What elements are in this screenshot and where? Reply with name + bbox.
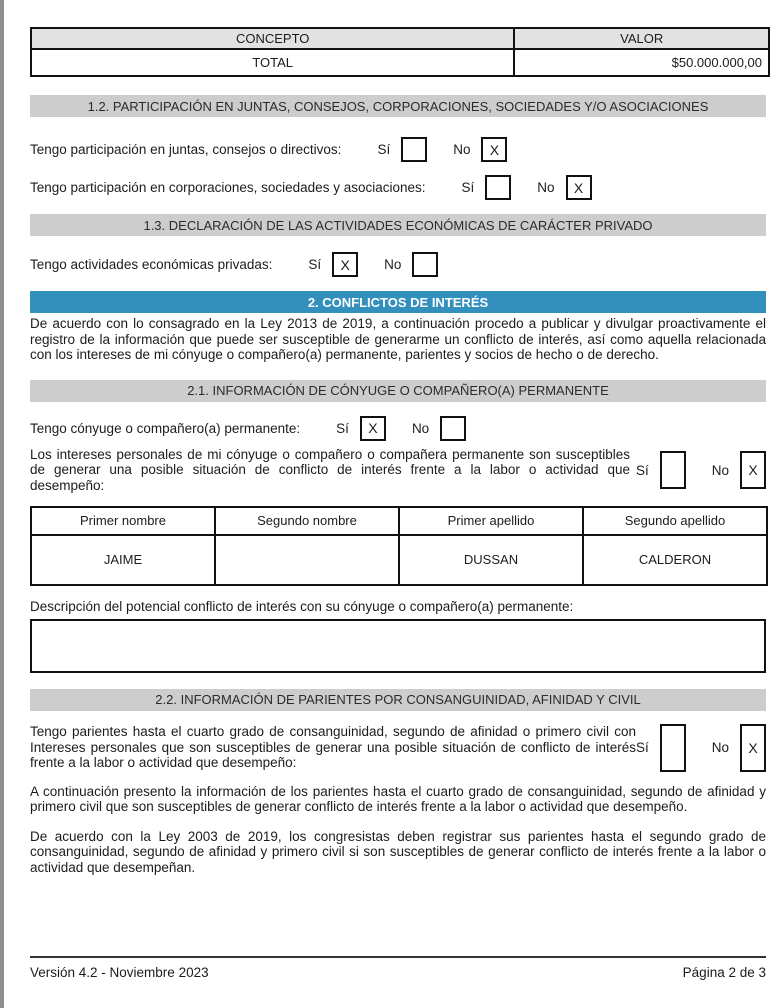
spouse-table-row xyxy=(31,535,767,585)
segundo-nombre-header: Segundo nombre xyxy=(215,507,399,535)
no-label: No xyxy=(711,462,729,478)
segundo-apellido-header: Segundo apellido xyxy=(583,507,767,535)
si-label: Sí xyxy=(336,420,349,436)
paragraph-parientes-intro: A continuación presento la información de los parientes hasta el cuarto grado de consanguinidad, segundo de afinidad y primero civil que son susceptibles de generar conflicto de interés frente a la labor o actividad que desempeño. xyxy=(30,783,766,815)
paragraph-conflictos-intro: De acuerdo con lo consagrado en la Ley 2013 de 2019, a continuación procedo a publicar y divulgar proactivamente el registro de la información que puede ser susceptible de generarme un conflicto de interés, así como aquella relacionada con los intereses de mi cónyuge o compañero(a) permanente, parientes y socios de hecho o de derecho. xyxy=(30,316,766,363)
no-checkbox-parientes[interactable]: X xyxy=(740,724,766,772)
table-row xyxy=(31,49,769,76)
no-checkbox-intereses-conyuge[interactable]: X xyxy=(740,451,766,489)
total-value-cell: $50.000.000,00 xyxy=(514,49,769,76)
page-footer xyxy=(30,956,766,980)
spouse-table-header-row xyxy=(31,507,767,535)
si-no-group xyxy=(377,137,507,162)
question-actividades-label: Tengo actividades económicas privadas: xyxy=(30,257,273,272)
footer-page-number: Página 2 de 3 xyxy=(682,965,766,980)
question-parientes xyxy=(30,724,766,772)
si-label: Sí xyxy=(377,142,391,157)
si-label: Sí xyxy=(635,740,649,756)
si-no-group xyxy=(336,416,466,441)
concepto-column-header: CONCEPTO xyxy=(31,28,514,49)
paragraph-parientes-ley: De acuerdo con la Ley 2003 de 2019, los congresistas deben registrar sus parientes hasta el segundo grado de consanguinidad, segundo de afinidad y primero civil si son susceptibles de generar conflicto de interés frente a la labor o actividad que desempeñan. xyxy=(30,828,766,875)
si-checkbox-intereses-conyuge[interactable] xyxy=(660,451,686,489)
primer-nombre-header: Primer nombre xyxy=(31,507,215,535)
primer-nombre-cell: JAIME xyxy=(31,535,215,585)
question-conyuge-label: Tengo cónyuge o compañero(a) permanente: xyxy=(30,420,301,436)
no-label: No xyxy=(453,142,471,157)
description-label: Descripción del potencial conflicto de interés con su cónyuge o compañero(a) permanente: xyxy=(30,598,574,614)
question-corporaciones-label: Tengo participación en corporaciones, sociedades y asociaciones: xyxy=(30,180,426,195)
si-label: Sí xyxy=(461,180,475,195)
si-no-group xyxy=(636,451,766,489)
si-label: Sí xyxy=(308,257,322,272)
si-label: Sí xyxy=(635,462,649,478)
no-checkbox-corporaciones[interactable]: X xyxy=(566,175,592,200)
section-header-1-3: 1.3. DECLARACIÓN DE LAS ACTIVIDADES ECONÓMICAS DE CARÁCTER PRIVADO xyxy=(30,214,766,236)
si-no-group xyxy=(636,724,766,772)
si-no-group xyxy=(308,252,438,277)
description-input-box[interactable] xyxy=(30,619,766,673)
section-header-1-2: 1.2. PARTICIPACIÓN EN JUNTAS, CONSEJOS, CORPORACIONES, SOCIEDADES Y/O ASOCIACIONES xyxy=(30,95,766,117)
no-checkbox-actividades[interactable] xyxy=(412,252,438,277)
primer-apellido-cell: DUSSAN xyxy=(399,535,583,585)
no-label: No xyxy=(711,740,729,756)
question-intereses-conyuge-label: Los intereses personales de mi cónyuge o compañero o compañera permanente son susceptibles de generar una posible situación de conflicto de interés frente a la labor o actividad que desempeño: xyxy=(30,446,630,493)
segundo-nombre-cell xyxy=(215,535,399,585)
si-checkbox-corporaciones[interactable] xyxy=(485,175,511,200)
no-label: No xyxy=(411,420,430,436)
question-juntas xyxy=(30,137,766,162)
question-parientes-label: Tengo parientes hasta el cuarto grado de consanguinidad, segundo de afinidad o primero civil con Intereses personales que son susceptibles de generar una posible situación de conflicto de interés frente a la labor o actividad que desempeño: xyxy=(30,724,636,771)
si-no-group xyxy=(462,175,592,200)
question-intereses-conyuge xyxy=(30,447,766,494)
segundo-apellido-cell: CALDERON xyxy=(583,535,767,585)
question-conyuge xyxy=(30,416,766,441)
question-corporaciones xyxy=(30,175,766,200)
footer-version: Versión 4.2 - Noviembre 2023 xyxy=(30,965,209,980)
valor-column-header: VALOR xyxy=(514,28,769,49)
table-header-row xyxy=(31,28,769,49)
si-checkbox-actividades[interactable]: X xyxy=(332,252,358,277)
no-label: No xyxy=(537,180,555,195)
question-juntas-label: Tengo participación en juntas, consejos o directivos: xyxy=(30,142,342,157)
section-header-2: 2. CONFLICTOS DE INTERÉS xyxy=(30,291,766,313)
si-checkbox-juntas[interactable] xyxy=(401,137,427,162)
total-cell: TOTAL xyxy=(31,49,514,76)
si-checkbox-parientes[interactable] xyxy=(660,724,686,772)
spouse-name-table xyxy=(30,506,768,586)
no-checkbox-juntas[interactable]: X xyxy=(481,137,507,162)
question-actividades xyxy=(30,252,766,277)
no-checkbox-conyuge[interactable] xyxy=(440,416,466,441)
section-header-2-2: 2.2. INFORMACIÓN DE PARIENTES POR CONSANGUINIDAD, AFINIDAD Y CIVIL xyxy=(30,689,766,711)
concept-value-table xyxy=(30,27,770,77)
no-label: No xyxy=(384,257,402,272)
section-header-2-1: 2.1. INFORMACIÓN DE CÓNYUGE O COMPAÑERO(A) PERMANENTE xyxy=(30,380,766,402)
page-edge-strip xyxy=(0,0,4,1008)
si-checkbox-conyuge[interactable]: X xyxy=(360,416,386,441)
primer-apellido-header: Primer apellido xyxy=(399,507,583,535)
